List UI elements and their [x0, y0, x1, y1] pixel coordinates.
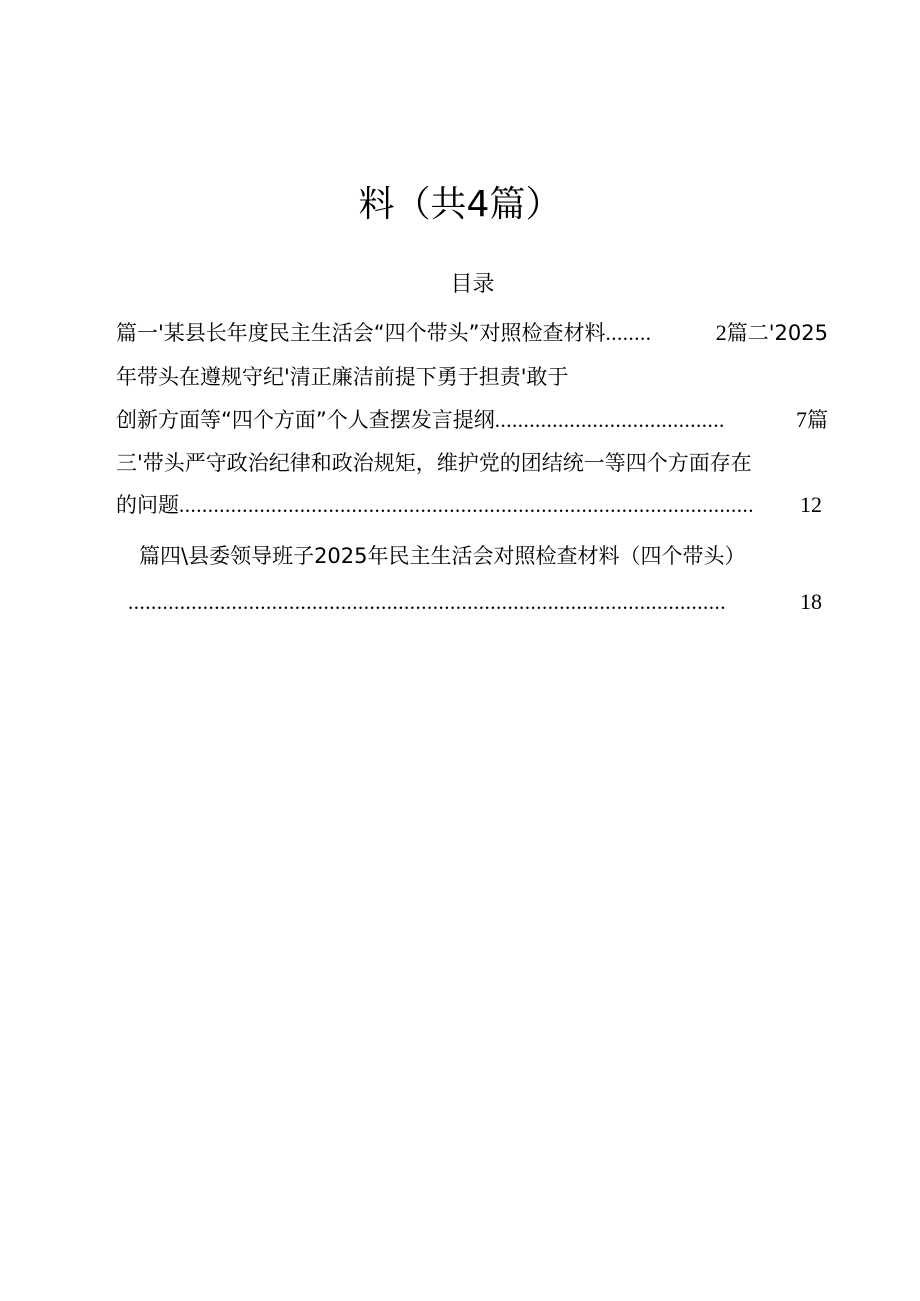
- toc-entry-4-page: 18: [800, 589, 822, 614]
- toc-entry-2-text: 年带头在遵规守纪'清正廉洁前提下勇于担责'敢于: [116, 365, 569, 389]
- toc-entry-3-text: 三'带头严守政治纪律和政治规矩，维护党的团结统一等四个方面存在: [116, 451, 752, 475]
- toc-entry-1-text: 篇一'某县长年度民主生活会“四个带头”对照检查材料: [116, 321, 606, 345]
- toc-line-2[interactable]: [116, 362, 828, 392]
- toc-line-1[interactable]: [116, 318, 828, 348]
- toc-entry-2-leader: ........................................: [494, 408, 725, 432]
- toc-line-5[interactable]: [116, 490, 822, 520]
- toc-line-6[interactable]: [139, 541, 822, 571]
- toc-entry-2-text-end: 创新方面等“四个方面”个人查摆发言提纲: [116, 408, 495, 432]
- toc-entry-2-start: 篇二'2025: [726, 321, 828, 345]
- toc-entry-4-leader: ........................................................................................................: [128, 590, 726, 614]
- toc-entry-3-page: 12: [800, 492, 822, 517]
- toc-entry-1-leader: ........: [605, 321, 652, 345]
- toc-entry-3-text-end: 的问题: [116, 493, 179, 517]
- toc-entry-1-page: 2: [715, 320, 727, 345]
- toc-line-7[interactable]: [128, 587, 822, 617]
- toc-heading: 目录: [450, 272, 495, 297]
- toc-entry-4-text: 篇四\县委领导班子2025年民主生活会对照检查材料（四个带头）: [139, 544, 746, 568]
- toc-line-3[interactable]: [116, 405, 828, 435]
- toc-entry-3-start: 篇: [807, 408, 828, 432]
- toc-entry-2-page: 7: [796, 407, 807, 432]
- document-title: 料（共4篇）: [358, 184, 562, 225]
- toc-line-4[interactable]: [116, 448, 828, 478]
- toc-entry-3-leader: ....................................................................................................: [179, 493, 754, 517]
